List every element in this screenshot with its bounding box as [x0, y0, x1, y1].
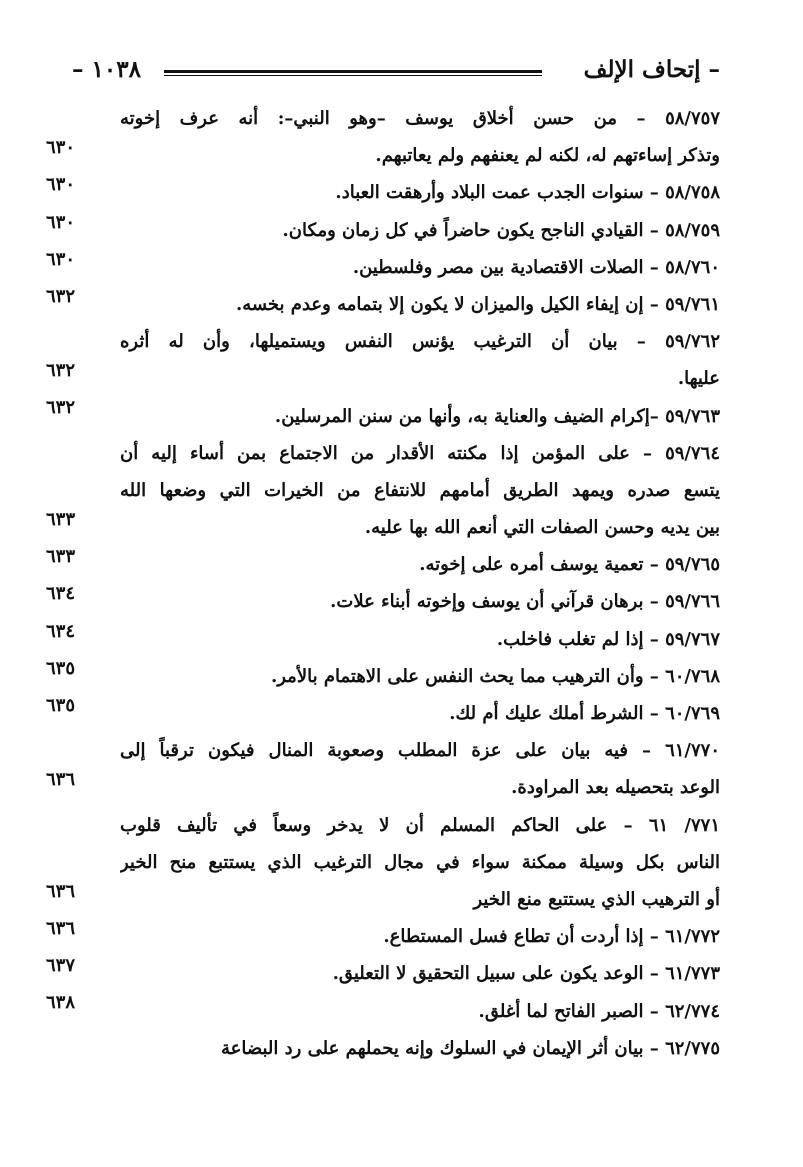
entry-page-number: ٦٣٢ [46, 285, 76, 307]
entry-page-number: ٦٣٠ [46, 137, 76, 159]
entry-line: ٦١/٧٧٣ – الوعد يكون على سبيل التحقيق لا التعليق. [332, 963, 720, 985]
page-number: ١٠٣٨ – [72, 56, 141, 83]
entry-line: ٥٩/٧٦٤ – على المؤمن إذا مكنته الأقدار من الاجتماع بمن أساء إليه أن [120, 442, 720, 464]
entry-line: ٥٩/٧٦٧ – إذا لم تغلب فاخلب. [496, 628, 720, 650]
entry-line: ٦٢/٧٧٥ – بيان أثر الإيمان في السلوك وإنه يحملهم على رد البضاعة [220, 1037, 720, 1059]
entry-page-number: ٦٣٦ [46, 880, 76, 902]
header-rule [164, 70, 542, 76]
entry-line: ٥٩/٧٦٦ – برهان قرآني أن يوسف وإخوته أبناء علات. [330, 591, 720, 613]
entry-line: ٧٧١/ ٦١ – على الحاكم المسلم أن لا يدخر وسعاً في تأليف قلوب [120, 814, 720, 836]
entry-page-number: ٦٣٢ [46, 397, 76, 419]
entry-page-number: ٦٣٢ [46, 360, 76, 382]
index-entry [46, 732, 720, 806]
index-entry [46, 285, 720, 323]
index-entry [46, 620, 720, 658]
index-entry [46, 546, 720, 583]
entry-line: ٥٨/٧٥٨ – سنوات الجدب عمت البلاد وأرهقت العباد. [335, 182, 720, 204]
entry-page-number: ٦٣٠ [46, 174, 76, 196]
entry-page-number: ٦٣٣ [46, 546, 76, 568]
entry-line: ٥٩/٧٦٥ – تعمية يوسف أمره على إخوته. [419, 554, 720, 576]
entry-line: بين يديه وحسن الصفات التي أنعم الله بها عليه. [364, 517, 720, 539]
entry-page-number: ٦٣٥ [46, 694, 76, 716]
index-entry [46, 807, 720, 919]
entry-page-number: ٦٣٨ [46, 992, 76, 1014]
entry-page-number: ٦٣٧ [46, 955, 76, 977]
entry-page-number: ٦٣٤ [46, 620, 76, 642]
entry-page-number: ٦٣٦ [46, 769, 76, 791]
entry-page-number: ٦٣٥ [46, 657, 76, 679]
index-entry [46, 100, 720, 174]
index-entries [46, 100, 720, 1067]
index-entry [46, 397, 720, 435]
index-entry [46, 248, 720, 286]
index-entry [46, 694, 720, 732]
entry-line: ٦٠/٧٦٨ – وأن الترهيب مما يحث النفس على الاهتمام بالأمر. [270, 665, 720, 687]
entry-line: يتسع صدره ويمهد الطريق أمامهم للانتفاع من الخيرات التي وضعها الله [120, 479, 720, 501]
index-entry [46, 992, 720, 1030]
entry-line: ٦١/٧٧٠ – فيه بيان على عزة المطلب وصعوبة المنال فيكون ترقباً إلى [120, 740, 720, 762]
entry-line: وتذكر إساءتهم له، لكنه لم يعنفهم ولم يعاتبهم. [375, 145, 720, 167]
index-entry [120, 1030, 720, 1067]
entry-line: الناس بكل وسيلة ممكنة سواء في مجال الترغيب الذي يستتبع منح الخير [120, 851, 720, 873]
entry-page-number: ٦٣٠ [46, 211, 76, 233]
index-entry [46, 955, 720, 992]
entry-line: ٦٠/٧٦٩ – الشرط أملك عليك أم لك. [449, 703, 720, 724]
entry-page-number: ٦٣٠ [46, 248, 76, 270]
entry-line: ٥٩/٧٦٢ – بيان أن الترغيب يؤنس النفس ويستميلها، وأن له أثره [120, 331, 720, 353]
index-entry [46, 174, 720, 211]
entry-line: ٥٨/٧٥٩ – القيادي الناجح يكون حاضراً في كل زمان ومكان. [282, 219, 720, 241]
index-entry [46, 211, 720, 249]
index-entry [46, 435, 720, 547]
entry-page-number: ٦٣٣ [46, 509, 76, 531]
entry-line: ٦١/٧٧٢ – إذا أردت أن تطاع فسل المستطاع. [383, 926, 720, 948]
entry-page-number: ٦٣٦ [46, 918, 76, 940]
entry-line: ٦٢/٧٧٤ – الصبر الفاتح لما أغلق. [478, 1000, 720, 1022]
entry-line: ٥٩/٧٦١ – إن إيفاء الكيل والميزان لا يكون إلا بتمامه وعدم بخسه. [235, 293, 720, 315]
entry-page-number: ٦٣٤ [46, 583, 76, 605]
entry-line: ٥٨/٧٦٠ – الصلات الاقتصادية بين مصر وفلسطين. [352, 256, 720, 278]
index-entry [46, 323, 720, 397]
entry-line: ٥٨/٧٥٧ – من حسن أخلاق يوسف –وهو النبي–: أنه عرف إخوته [120, 108, 720, 129]
entry-line: أو الترهيب الذي يستتبع منع الخير [473, 888, 720, 910]
entry-line: ٥٩/٧٦٣ –إكرام الضيف والعناية به، وأنها من سنن المرسلين. [274, 405, 720, 427]
running-header [72, 52, 720, 88]
entry-line: عليها. [677, 368, 720, 390]
entry-line: الوعد بتحصيله بعد المراودة. [511, 777, 720, 799]
index-entry [46, 657, 720, 695]
index-entry [46, 583, 720, 620]
index-entry [46, 918, 720, 955]
book-title: – إتحاف الإلف [583, 56, 720, 83]
